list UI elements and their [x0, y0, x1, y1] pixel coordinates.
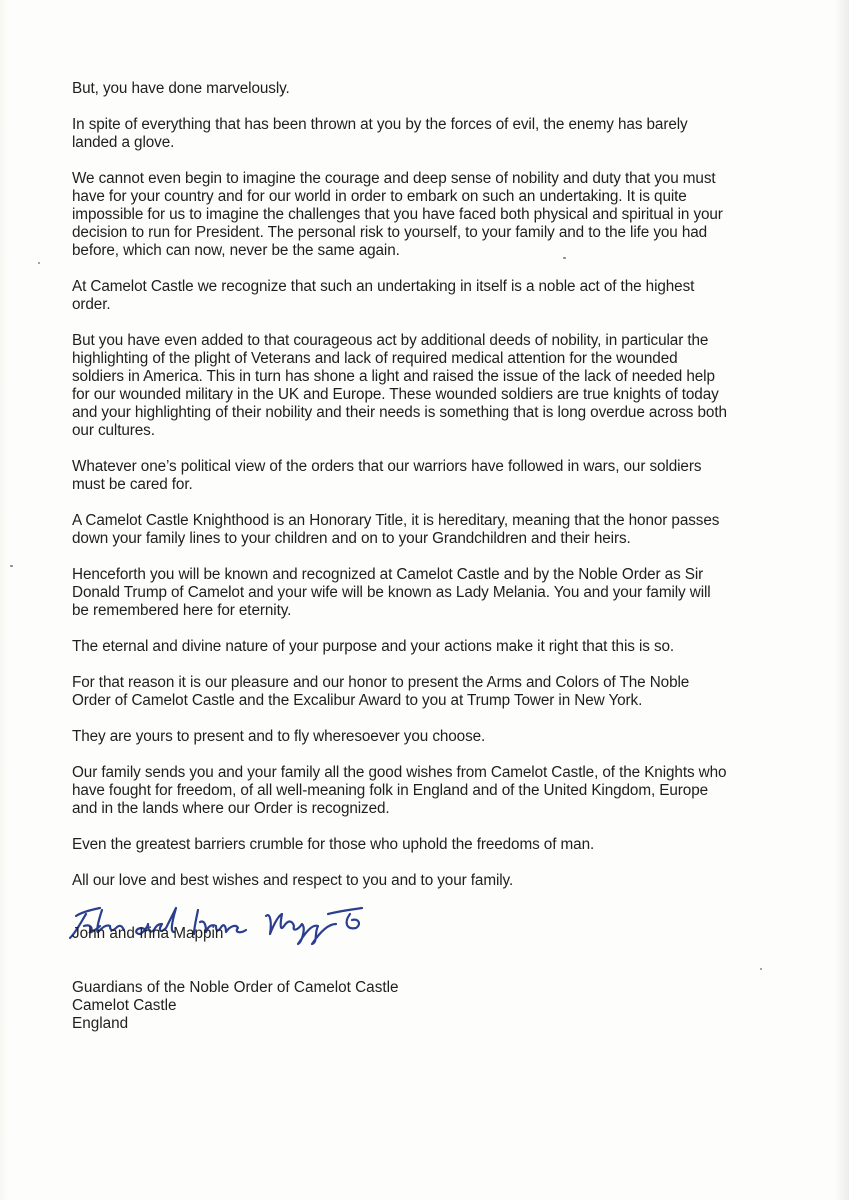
scan-speck [760, 968, 762, 970]
paragraph-line: In spite of everything that has been thrown at you by the forces of evil, the enemy has barely [72, 116, 688, 133]
scan-speck [563, 257, 566, 259]
paragraph-line: down your family lines to your children and on to your Grandchildren and their heirs. [72, 530, 631, 547]
paragraph-line: must be cared for. [72, 476, 193, 493]
paragraph-line: We cannot even begin to imagine the courage and deep sense of nobility and duty that you must [72, 170, 716, 187]
paragraph-line: and in the lands where our Order is recognized. [72, 800, 390, 817]
paragraph-line: For that reason it is our pleasure and our honor to present the Arms and Colors of The Noble [72, 674, 690, 691]
paragraph-line: The eternal and divine nature of your purpose and your actions make it right that this is so. [72, 638, 675, 655]
paragraph-line: landed a glove. [72, 134, 175, 151]
letter-paragraph [72, 638, 727, 656]
paragraph-line: Our family sends you and your family all the good wishes from Camelot Castle, of the Knights who [72, 764, 727, 781]
paragraph-line: have fought for freedom, of all well-meaning folk in England and of the United Kingdom, Europe [72, 782, 709, 799]
paragraph-line: order. [72, 296, 111, 313]
letter-paragraph [72, 278, 727, 314]
signatory-name: John and Irina Mappin [72, 925, 224, 942]
letter-paragraph [72, 116, 727, 152]
letter-paragraph [72, 566, 727, 620]
letter-paragraph [72, 170, 727, 260]
paragraph-line: Even the greatest barriers crumble for those who uphold the freedoms of man. [72, 836, 595, 853]
letter-body [72, 80, 727, 908]
signatory-title: Guardians of the Noble Order of Camelot Castle [72, 979, 399, 996]
paragraph-line: Henceforth you will be known and recognized at Camelot Castle and by the Noble Order as Sir [72, 566, 704, 583]
paragraph-line: our cultures. [72, 422, 155, 439]
paragraph-line: They are yours to present and to fly wheresoever you choose. [72, 728, 486, 745]
paragraph-line: But you have even added to that courageous act by additional deeds of nobility, in particular the [72, 332, 709, 349]
paragraph-line: Donald Trump of Camelot and your wife will be known as Lady Melania. You and your family will [72, 584, 711, 601]
paragraph-line: decision to run for President. The personal risk to yourself, to your family and to the life you had [72, 224, 708, 241]
signatory-country: England [72, 1015, 129, 1032]
scan-speck [10, 565, 13, 567]
paragraph-line: before, which can now, never be the same again. [72, 242, 400, 259]
letter-paragraph [72, 764, 727, 818]
paragraph-line: for our wounded military in the UK and Europe. These wounded soldiers are true knights of today [72, 386, 719, 403]
paragraph-line: soldiers in America. This in turn has shone a light and raised the issue of the lack of needed help [72, 368, 715, 385]
letter-paragraph [72, 458, 727, 494]
paragraph-line: Whatever one’s political view of the orders that our warriors have followed in wars, our soldiers [72, 458, 702, 475]
paragraph-line: be remembered here for eternity. [72, 602, 292, 619]
paragraph-line: have for your country and for our world in order to embark on such an undertaking. It is quite [72, 188, 687, 205]
paragraph-line: Order of Camelot Castle and the Excalibur Award to you at Trump Tower in New York. [72, 692, 643, 709]
paragraph-line: A Camelot Castle Knighthood is an Honorary Title, it is hereditary, meaning that the honor passes [72, 512, 720, 529]
letter-paragraph [72, 80, 727, 98]
paragraph-line: All our love and best wishes and respect to you and to your family. [72, 872, 514, 889]
signatory-location: Camelot Castle [72, 997, 177, 1014]
scan-speck [38, 262, 40, 264]
paragraph-line: impossible for us to imagine the challenges that you have faced both physical and spiritual in your [72, 206, 723, 223]
signature-block [72, 925, 399, 1033]
letter-paragraph [72, 674, 727, 710]
letter-paragraph [72, 332, 727, 440]
letter-paragraph [72, 836, 727, 854]
paragraph-line: highlighting of the plight of Veterans and lack of required medical attention for the wounded [72, 350, 678, 367]
paragraph-line: and your highlighting of their nobility and their needs is something that is long overdue across both [72, 404, 727, 421]
letter-paragraph [72, 512, 727, 548]
letter-paragraph [72, 872, 727, 890]
paragraph-line: At Camelot Castle we recognize that such an undertaking in itself is a noble act of the highest [72, 278, 695, 295]
letter-paragraph [72, 728, 727, 746]
paragraph-line: But, you have done marvelously. [72, 80, 290, 97]
